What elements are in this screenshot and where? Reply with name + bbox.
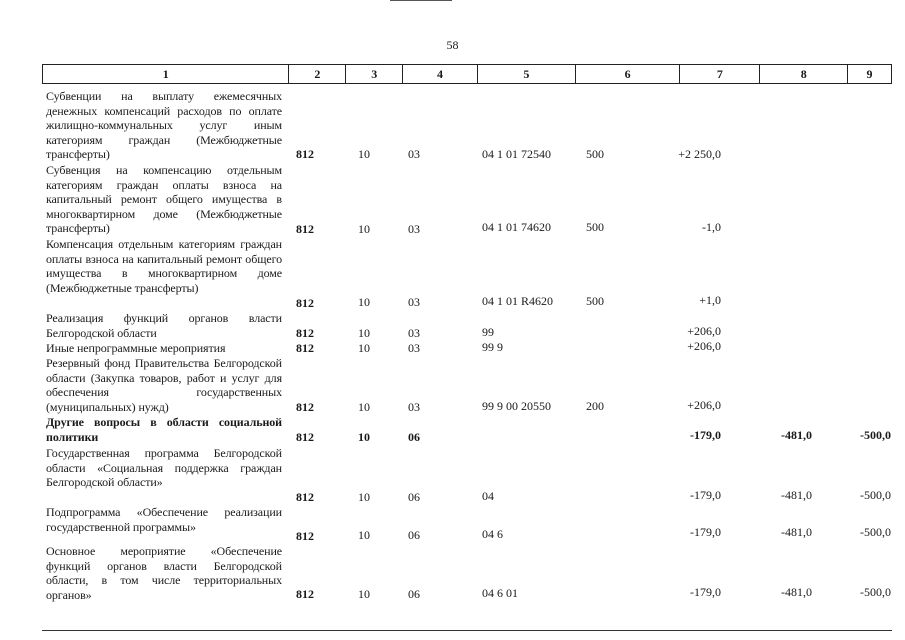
row-description: Компенсация отдельным категориям граждан оплаты взноса на капитальный ремонт общего имущества в многоквартирном доме (Межбюджетные трансферты) <box>46 237 282 295</box>
row-description: Субвенция на компенсацию отдельным категориям граждан оплаты взноса на капитальный ремонт общего имущества в многоквартирном доме (Межбюджетные трансферты) <box>46 163 282 236</box>
row-cell-2: 812 <box>296 296 314 310</box>
row-cell-3: 10 <box>358 341 370 355</box>
table-header <box>42 64 892 84</box>
header-col-5: 5 <box>478 65 576 83</box>
row-cell-3: 10 <box>358 490 370 504</box>
row-description: Субвенции на выплату ежемесячных денежных компенсаций расходов по оплате жилищно-коммунальных услуг иным категориям граждан (Межбюджетные трансферты) <box>46 89 282 162</box>
row-cell-2: 812 <box>296 222 314 236</box>
row-cell-9: -500,0 <box>860 488 891 502</box>
row-cell-5: 04 6 <box>482 527 503 541</box>
header-col-2: 2 <box>289 65 346 83</box>
page-number: 58 <box>446 38 459 52</box>
row-cell-7: +2 250,0 <box>678 147 721 161</box>
row-cell-3: 10 <box>358 222 370 236</box>
row-cell-7: +1,0 <box>699 293 721 307</box>
row-cell-4: 03 <box>408 341 420 355</box>
row-description: Иные непрограммные мероприятия <box>46 341 226 355</box>
row-cell-7: +206,0 <box>687 398 721 412</box>
header-col-4: 4 <box>403 65 478 83</box>
row-cell-5: 99 <box>482 325 494 339</box>
row-cell-4: 06 <box>408 528 420 542</box>
row-cell-5: 04 1 01 74620 <box>482 220 551 234</box>
row-cell-4: 03 <box>408 222 420 236</box>
row-description: Основное мероприятие «Обеспечение функций органов власти Белгородской области, в том числе территориальных органов» <box>46 544 282 602</box>
top-rule <box>390 0 452 1</box>
row-cell-7: -179,0 <box>690 525 721 539</box>
row-cell-5: 99 9 00 20550 <box>482 399 551 413</box>
row-cell-7: +206,0 <box>687 339 721 353</box>
row-cell-4: 06 <box>408 430 420 444</box>
bottom-rule <box>42 630 892 631</box>
row-cell-4: 03 <box>408 147 420 161</box>
header-col-6: 6 <box>576 65 681 83</box>
row-cell-2: 812 <box>296 400 314 414</box>
header-col-3: 3 <box>346 65 403 83</box>
row-cell-2: 812 <box>296 326 314 340</box>
row-cell-3: 10 <box>358 430 370 444</box>
row-cell-2: 812 <box>296 587 314 601</box>
row-cell-3: 10 <box>358 587 370 601</box>
row-description: Подпрограмма «Обеспечение реализации государственной программы» <box>46 505 282 534</box>
row-description: Резервный фонд Правительства Белгородской области (Закупка товаров, работ и услуг для обеспечения государственных (муниципальных) нужд) <box>46 356 282 414</box>
row-cell-4: 03 <box>408 295 420 309</box>
row-cell-4: 03 <box>408 400 420 414</box>
header-col-9: 9 <box>866 67 873 81</box>
row-cell-6: 500 <box>586 147 604 161</box>
row-cell-7: -1,0 <box>702 220 721 234</box>
row-description: Другие вопросы в области социальной политики <box>46 415 282 444</box>
row-cell-8: -481,0 <box>781 428 812 442</box>
row-cell-8: -481,0 <box>781 488 812 502</box>
row-cell-5: 04 1 01 72540 <box>482 147 551 161</box>
row-cell-5: 04 1 01 R4620 <box>482 294 554 308</box>
row-cell-2: 812 <box>296 490 314 504</box>
row-cell-9: -500,0 <box>860 525 891 539</box>
row-cell-7: -179,0 <box>690 585 721 599</box>
row-cell-2: 812 <box>296 147 314 161</box>
row-cell-9: -500,0 <box>860 585 891 599</box>
row-cell-7: -179,0 <box>690 428 721 442</box>
row-description: Реализация функций органов власти Белгородской области <box>46 311 282 340</box>
row-description: Государственная программа Белгородской области «Социальная поддержка граждан Белгородской области» <box>46 446 282 490</box>
row-cell-3: 10 <box>358 528 370 542</box>
header-col-8: 8 <box>760 65 848 83</box>
row-cell-2: 812 <box>296 529 314 543</box>
row-cell-5: 04 6 01 <box>482 586 518 600</box>
row-cell-4: 06 <box>408 587 420 601</box>
row-cell-2: 812 <box>296 430 314 444</box>
header-col-1: 1 <box>43 65 289 83</box>
row-cell-6: 500 <box>586 294 604 308</box>
row-cell-3: 10 <box>358 326 370 340</box>
row-cell-8: -481,0 <box>781 525 812 539</box>
row-cell-6: 500 <box>586 220 604 234</box>
row-cell-9: -500,0 <box>860 428 891 442</box>
row-cell-6: 200 <box>586 399 604 413</box>
row-cell-8: -481,0 <box>781 585 812 599</box>
row-cell-4: 03 <box>408 326 420 340</box>
row-cell-2: 812 <box>296 341 314 355</box>
row-cell-5: 04 <box>482 489 494 503</box>
row-cell-3: 10 <box>358 400 370 414</box>
row-cell-3: 10 <box>358 295 370 309</box>
row-cell-7: +206,0 <box>687 324 721 338</box>
row-cell-5: 99 9 <box>482 340 503 354</box>
header-col-7: 7 <box>680 65 760 83</box>
row-cell-3: 10 <box>358 147 370 161</box>
row-cell-4: 06 <box>408 490 420 504</box>
row-cell-7: -179,0 <box>690 488 721 502</box>
